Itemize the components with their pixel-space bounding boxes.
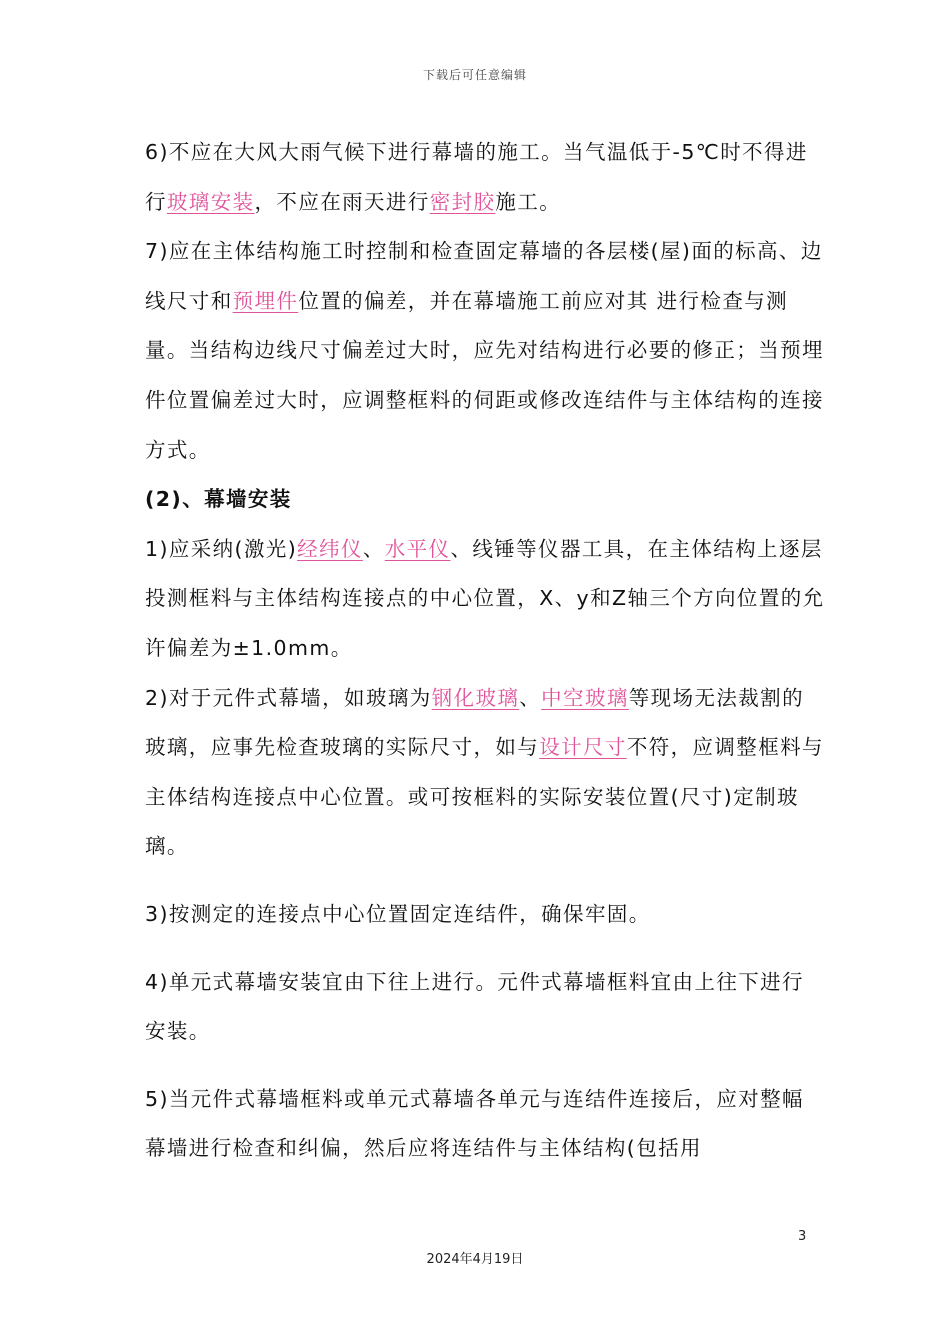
link-embedded-parts[interactable]: 预埋件	[232, 288, 299, 313]
install-step-3: 3)按测定的连接点中心位置固定连结件，确保牢固。	[145, 901, 651, 926]
paragraph-7: 7)应在主体结构施工时控制和检查固定幕墙的各层楼(屋)面的标高、边线尺寸和预埋件位置的偏差，并在幕墙施工前应对其 进行检查与测量。当结构边线尺寸偏差过大时，应先对结构进行必要的修正；当预埋件位置偏差过大时，应调整框料的伺距或修改连结件与主体结构的连接方式。	[145, 239, 824, 462]
document-body	[145, 128, 825, 1174]
install-step-5: 5)当元件式幕墙框料或单元式幕墙各单元与连结件连接后，应对整幅幕墙进行检查和纠偏，然后应将连结件与主体结构(包括用	[145, 1086, 804, 1161]
paragraph-6: 6)不应在大风大雨气候下进行幕墙的施工。当气温低于-5℃时不得进行玻璃安装，不应在雨天进行密封胶施工。	[145, 140, 808, 214]
install-step-4: 4)单元式幕墙安装宜由下往上进行。元件式幕墙框料宜由上往下进行安装。	[145, 969, 804, 1044]
link-sealant[interactable]: 密封胶	[429, 189, 496, 214]
install-step-2: 2)对于元件式幕墙，如玻璃为钢化玻璃、中空玻璃等现场无法裁割的玻璃，应事先检查玻璃的实际尺寸，如与设计尺寸不符，应调整框料与主体结构连接点中心位置。或可按框料的实际安装位置(尺寸)定制玻璃。	[145, 685, 824, 859]
section-heading: (2)、幕墙安装	[145, 487, 292, 512]
link-design-dimensions[interactable]: 设计尺寸	[539, 735, 627, 760]
link-insulating-glass[interactable]: 中空玻璃	[541, 685, 629, 710]
page-number: 3	[798, 1229, 807, 1244]
link-glass-installation[interactable]: 玻璃安装	[166, 189, 255, 214]
install-step-1: 1)应采纳(激光)经纬仪、水平仪、线锤等仪器工具，在主体结构上逐层投测框料与主体结构连接点的中心位置，X、y和Z轴三个方向位置的允许偏差为±1.0mm。	[145, 536, 825, 660]
link-theodolite[interactable]: 经纬仪	[297, 536, 363, 561]
link-tempered-glass[interactable]: 钢化玻璃	[431, 685, 520, 710]
link-level-instrument[interactable]: 水平仪	[384, 536, 451, 561]
page-header: 下载后可任意编辑	[422, 68, 527, 82]
page-footer-date: 2024年4月19日	[426, 1252, 524, 1267]
